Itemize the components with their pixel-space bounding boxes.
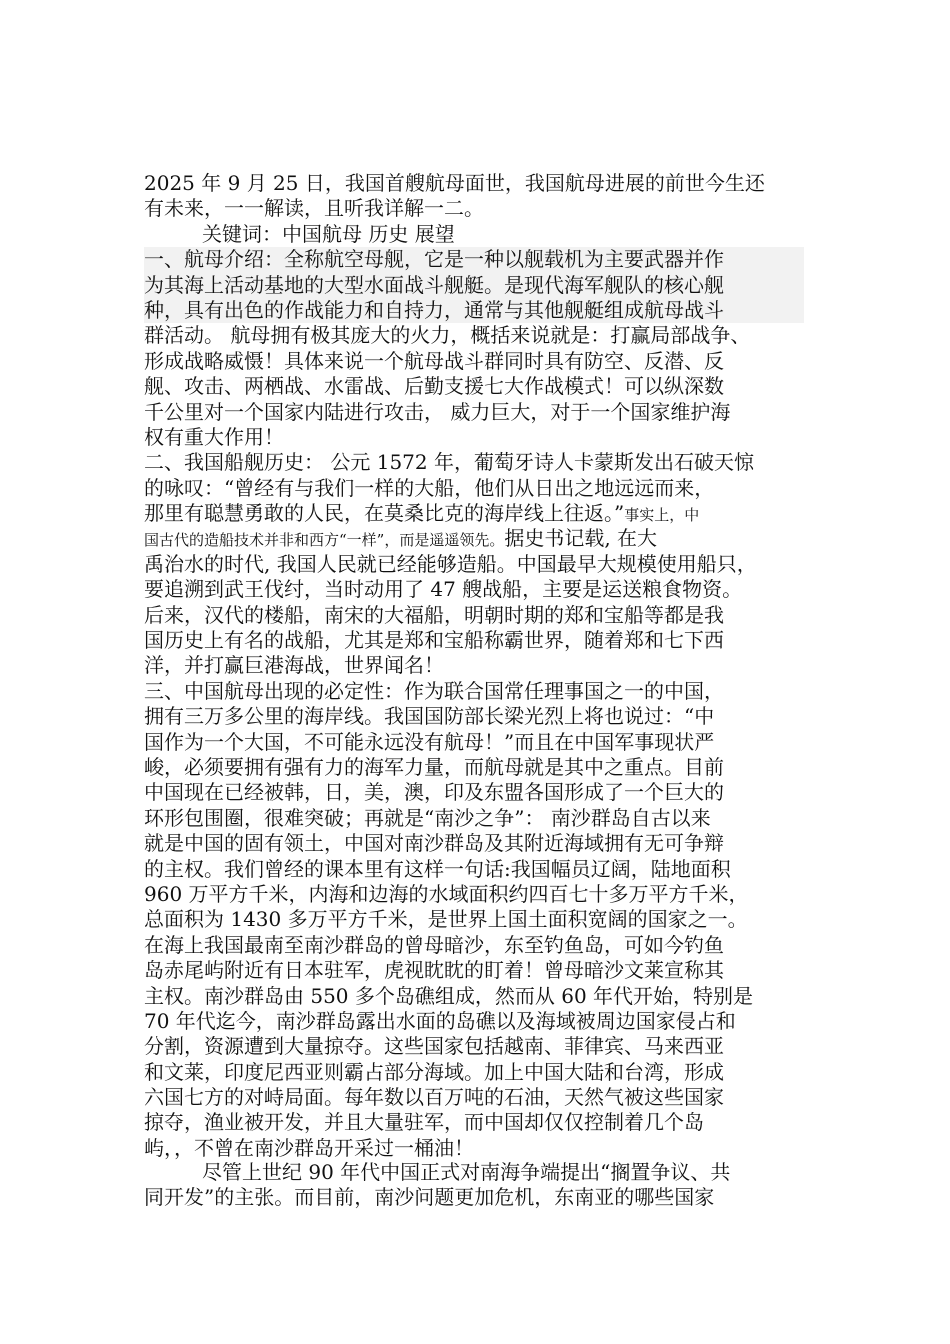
mixed-large-text: 那里有聪慧勇敢的人民，在莫桑比克的海岸线上往返。” [144,501,625,526]
body-line: 和文莱，印度尼西亚则霸占部分海域。加上中国大陆和台湾，形成 [144,1059,724,1084]
keywords-line: 关键词：中国航母 历史 展望 [202,221,455,246]
body-line: 峻，必须要拥有强有力的海军力量，而航母就是其中之重点。目前 [144,754,724,779]
small-text-line: 国古代的造船技术并非和西方“一样”，而是遥遥领先。 [144,531,505,550]
body-line: 为其海上活动基地的大型水面战斗舰艇。是现代海军舰队的核心舰 [144,273,804,298]
body-line: 掠夺，渔业被开发，并且大量驻军，而中国却仅仅控制着几个岛 [144,1110,704,1135]
body-line: 的主权。我们曾经的课本里有这样一句话:我国幅员辽阔，陆地面积 [144,856,731,881]
body-line: 要追溯到武王伐纣，当时动用了 47 艘战船，主要是运送粮食物资。 [144,577,743,602]
body-line: 舰、攻击、两栖战、水雷战、后勤支援七大作战模式！可以纵深数 [144,374,724,399]
document-paragraph-last [144,1160,804,1211]
body-line: 960 万平方千米，内海和边海的水域面积约四百七十多万平方千米， [144,881,749,906]
body-line: 权有重大作用！ [144,424,284,449]
body-line: 环形包围圈，很难突破；再就是“南沙之争”： 南沙群岛自古以来 [144,805,711,830]
body-line: 千公里对一个国家内陆进行攻击， 威力巨大，对于一个国家维护海 [144,399,731,424]
intro-line-2: 有未来，一一解读，且听我详解一二。 [144,196,484,221]
body-line: 的咏叹：“曾经有与我们一样的大船，他们从日出之地远远而来， [144,475,715,500]
body-line: 分割，资源遭到大量掠夺。这些国家包括越南、菲律宾、马来西亚 [144,1034,724,1059]
body-line: 中国现在已经被韩，日，美，澳，印及东盟各国形成了一个巨大的 [144,780,724,805]
body-line-mixed [144,501,804,526]
body-line: 三、中国航母出现的必定性：作为联合国常任理事国之一的中国， [144,678,724,703]
body-line: 岛赤尾屿附近有日本驻军，虎视眈眈的盯着！曾母暗沙文莱宣称其 [144,958,724,983]
body-line: 二、我国船舰历史： 公元 1572 年，葡萄牙诗人卡蒙斯发出石破天惊 [144,450,754,475]
body-line: 后来，汉代的楼船，南宋的大福船，明朝时期的郑和宝船等都是我 [144,602,724,627]
body-line: 一、航母介绍：全称航空母舰，它是一种以舰载机为主要武器并作 [144,247,804,272]
body-line: 尽管上世纪 90 年代中国正式对南海争端提出“搁置争议、共 [202,1160,731,1184]
body-line: 洋，并打赢巨港海战，世界闻名！ [144,653,444,678]
body-line: 群活动。 航母拥有极其庞大的火力，概括来说就是：打赢局部战争、 [144,323,751,348]
body-line: 种，具有出色的作战能力和自持力，通常与其他舰艇组成航母战斗 [144,298,804,323]
body-line: 主权。南沙群岛由 550 多个岛礁组成，然而从 60 年代开始，特别是 [144,983,754,1008]
body-line: 屿，，不曾在南沙群岛开采过一桶油！ [144,1135,474,1160]
mixed-small-text: 事实上，中 [624,506,700,525]
body-line: 拥有三万多公里的海岸线。我国国防部长梁光烈上将也说过：“中 [144,704,715,729]
intro-line-1: 2025 年 9 月 25 日，我国首艘航母面世，我国航母进展的前世今生还 [144,171,765,195]
body-line: 同开发”的主张。而目前，南沙问题更加危机，东南亚的哪些国家 [144,1185,715,1210]
body-line: 国历史上有名的战船，尤其是郑和宝船称霸世界，随着郑和七下西 [144,628,724,653]
small-line-tail: 据史书记载, 在大 [504,526,658,551]
body-line: 就是中国的固有领土，中国对南沙群岛及其附近海域拥有无可争辩 [144,831,724,856]
body-line: 六国七方的对峙局面。每年数以百万吨的石油，天然气被这些国家 [144,1085,724,1110]
document-body [144,171,804,1161]
body-line-mixed-2 [144,526,804,551]
body-line: 70 年代迄今，南沙群岛露出水面的岛礁以及海域被周边国家侵占和 [144,1008,736,1033]
body-line: 在海上我国最南至南沙群岛的曾母暗沙，东至钓鱼岛，可如今钓鱼 [144,932,724,957]
body-line: 禹治水的时代, 我国人民就已经能够造船。中国最早大规模使用船只， [144,551,757,576]
body-line: 总面积为 1430 多万平方千米，是世界上国土面积宽阔的国家之一。 [144,907,748,932]
body-line: 形成战略威慑！具体来说一个航母战斗群同时具有防空、反潜、反 [144,348,724,373]
body-line: 国作为一个大国，不可能永远没有航母！”而且在中国军事现状严 [144,729,715,754]
